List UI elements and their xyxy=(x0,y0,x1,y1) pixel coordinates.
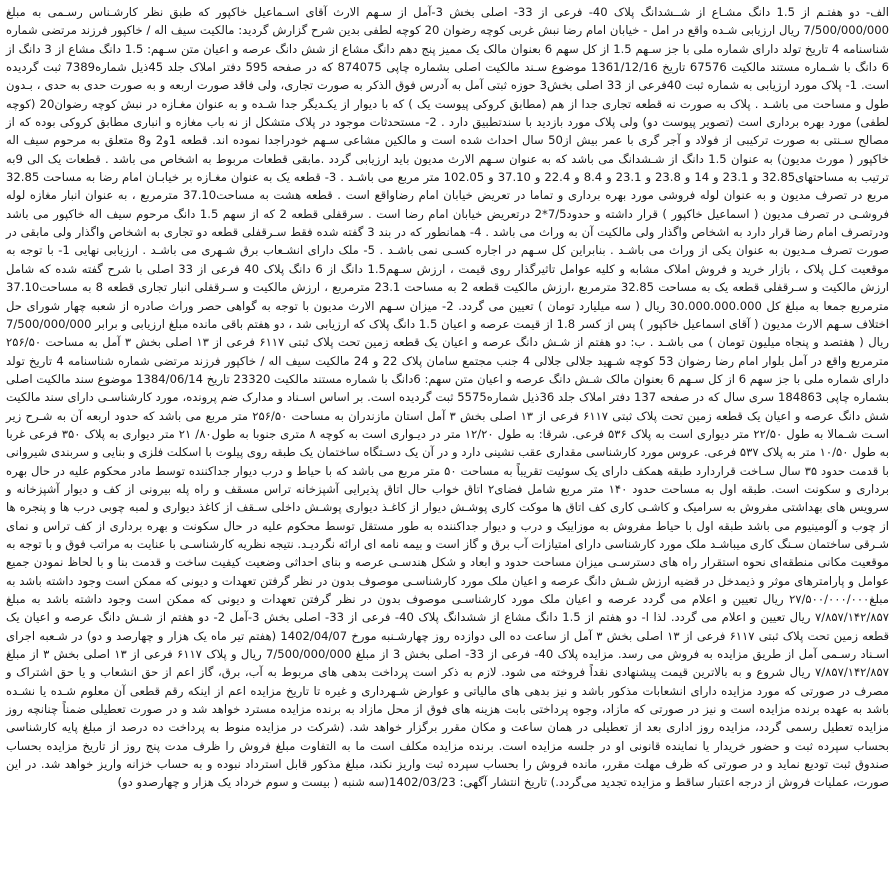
notice-body-text: الف- دو هفتـم از 1.5 دانگ مشـاع از شــشدانگ پلاک 40- فرعی از 33- اصلی بخش 3-آمل از سـهم الارث آقای اسـماعیل خاکپور که طبق نظر کارشـناس رسـمی به مبلغ 7/500/000/000 ریال ارزیابی شـده واقع در امل - خیابان امام رضا نبش غربی کوچه رضوان 20 کوچه لطفی بدین شرح گزارش گردید: مالکیت سیف اله / خاکپور فرزند مرتضی شماره شناسنامه 4 تاریخ تولد دارای شماره ملی با جز سـهم 1.5 از کل سهم 6 بعنوان مالک یک ممیز پنج دهم دانگ مشاع از شش دانگ عرصه و اعیان متن سـهم: 1.5 دانگ مشاع از 3 دانگ از 6 دانگ با شـماره مستند مالکیت 67576 تاریخ 1361/12/16 موضوع سـند مالکیت اصلی بشماره چاپی 874075 که در صفحه 595 دفتر املاک جلد 45ذیل شماره7389 ثبت گردیده است. 1- پلاک مورد ارزیابی به شماره ثبت 40فرعی از 33 اصلی بخش3 حوزه ثبتی آمل به آدرس فوق الذکر به صورت تجاری، ولی فاقد صورت اربعه و به صورت حدی به حدی ، بـدون طول و مساحت می باشـد . پلاک به صورت نه قطعه تجاری جدا از هم (مطابق کروکی پیوست یک ) که با دیوار از یکـدیگر جدا شـده و به عنوان مغـازه در نبش کوچه رضوان20 (کوچه لطفی) مورد بهره برداری است (تصویر پیوست دو) ولی پلاک مورد بازدید با سندتطبیق دارد . 2- مستحدثات موجود در پلاک متشکل از نه باب مغازه و انباری مطابق کروکی بوده که از مصالح سـنتی به صورت ترکیبی از فولاد و آجر گری با عمر بیش از50 سال احداث شده است و مالکین مشاعی سـهم خودراجدا نموده اند. قطعه 1و2 و8 متعلق به مرحوم سیف اله خاکپور ( مورث مدیون) به عنوان 1.5 دانگ از شـشدانگ می باشد که به عنوان سـهم الارث مدیون باید ارزیابی گردد .مابقی قطعات مربوط به اشخاص می باشد . قطعات یک الی 9به ترتیب به مساحتهای32.85 و 23.1 و 14 و 23.8 و 23.1 و 8.4 و 22.4 و 37.10 و 102.05 متر مربع می باشـد . 3- قطعه یک به عنوان مغـازه بر خیابـان امام رضا به مساحت 32.85 مربع در تصرف مدیون و به عنوان لوله فروشی مورد بهره برداری و تماما در تعریض خیابان امام رضاواقع است . قطعه هشت به مساحت37.10 مترمربع ، به عنوان انبار مغازه لوله فروشـی در تصرف مدیون ( اسماعیل خاکپور ) قرار داشته و حدود7/5*2 درتعریض خیابان امام رضا است . سرقفلی قطعه 2 که از سهم 1.5 دانگ مرحوم سیف اله خاکپور می باشد ودرتصرف امام رضا قرار دارد به اشخاص واگذار ولی مالکیت آن به وراث می باشد . 4- همانطور که در بند 3 گفته شده فقط سـرقفلی قطعه دو تجاری به اشخاص واگذار ولی مابقی در صورت تصرف مـدیون به عنوان یکی از وراث می باشـد . بنابراین کل سـهم در اجاره کسـی نمی باشـد . 5- ملک دارای انشـعاب برق شـهری می باشـد . ارزیابی نهایی 1- با توجه به موقعیت کـل پلاک ، بازار خرید و فروش املاک مشابه و کلیه عوامل تاثیرگذار روی قیمت ، ارزش سـهم1.5 دانگ از 6 دانگ پلاک 40 فرعی از 33 اصلی با شرح گفته شده که شامل ارزش مالکیت و سـرقفلی قطعه یک به مساحت 32.85 مترمربع ،ارزش مالکیت قطعه 2 به مساحت 23.1 مترمربع ، ارزش مالکیت و سـرقفلی انبار تجاری قطعه 8 به مساحت37.10 مترمربع جمعا به مبلغ کل 30.000.000.000 ریال ( سه میلیارد تومان ) تعیین می گردد. 2- میزان سـهم الارث مدیون با توجه به گواهی حصر وراث صادره از شعبه چهار شورای حل اختلاف سـهم الارث مدیون ( آقای اسماعیل خاکپور ) پس از کسر 1.8 از قیمت عرصه و اعیان 1.5 دانگ پلاک که ارزیابی شد ، دو هفتم باقی مانده مبلغ ارزیابی و برابر 7/500/000/000 ریال ( هفتصد و پنجاه میلیون تومان ) می باشـد . ب: دو هفتم از شـش دانگ عرصه و اعیان یک قطعه زمین تحت پلاک ثبتی ۶۱۱۷ فرعی از ۱۳ اصلی بخش ۳ آمل به مساحت ۲۵۶/۵۰ مترمربع واقع در آمل بلوار امام رضا رضوان 53 کوچه شـهید جلالی جلالی 4 جنب مجتمع سامان پلاک 22 و 24 مالکیت سیف اله / خاکپور فرزند مرتضی شماره شناسنامه 4 تاریخ تولد دارای شماره ملی با جز سهم 6 از کل سـهم 6 بعنوان مالک شـش دانگ عرصه و اعیان متن سهم: 6دانگ با شماره مستند مالکیت 23320 تاریخ 1384/06/14 موضوع سند مالکیت اصلی بشماره چاپی 184863 سری سال که در صفحه 137 دفتر املاک جلد 36ذیل شماره5575 ثبت گردیده است. بر اساس اسـناد و مدارک ضم پرونده، مورد کارشناسـی دارای سند مالکیت شش دانگ عرصه و اعیان یک قطعه زمین تحت پلاک ثبتی ۶۱۱۷ فرعی از ۱۳ اصلی بخش ۳ آمل استان مازندران به مساحت ۲۵۶/۵۰ متر مربع می باشد که حدود اربعه آن به شـرح زیر اسـت شـمالا به طول ۲۲/۵۰ متر دیواری است به پلاک ۵۳۶ فرعی. شرقا: به طول ۱۲/۲۰ متر در دیـواری است به کوچه ۸ متری جنوبا به طول۸۰/ ۲۱ متر دیواری به پلاک ۳۵۰ فرعی غربا به طول ۱۰/۵۰ متر به پلاک ۵۳۷ فرعی. عروس مورد کارشناسی مقداری عقب نشینی دارد و در آن یک دسـتگاه ساختمان یک طبقه روی پیلوت با اسکلت فلزی و بنایی و سربندی شیروانی با قدمت حدود ۳۵ سال سـاخت قراردارد طبقه همکف دارای یک سوئیت تقریباً به مساحت ۵۰ متر مربع می باشد که با حیاط و درب دیوار جداکننده توسط مادر محکوم علیه در حال بهره برداری و سکونت است. طبقه اول به مساحت حدود ۱۴۰ متر مربع شامل فضای۲ اتاق خواب حال اتاق پذیرایی آشپزخانه تراس مسقف و راه پله بیرونی از کف و دیوار آشپزخانه و سرویس های بهداشتی مفروش به سرامیک و کاشـی کاری کف اتاق ها موکت کاری پوشـش دیوار از کاغـذ دیواری پوشـش داخلی سـقف از کاغذ دیواری و لمبه چوبی درب ها و پنجره ها از چوب و آلومینیوم می باشد طبقه اول با حیاط مفروش به موزاییک و درب و دیوار جداکننده به طور مستقل توسط محکوم علیه در حال سکونت و بهره برداری از کف تراس و نمای شـرقی ساختمان سـنگ کاری میباشـد ملک مورد کارشناسی دارای امتیازات آب برق و گاز است و بیمه نامه ای ارائه نگردیـد. نتیجه نظریه کارشناسـی با عنایت به مراتب فوق و با توجه به موقعیت مکانی منطقه‌ای نحوه استقرار راه های دسترسـی میزان مساحت حدود و ابعاد و شکل هندسـی عرصه و بنای احداثی وضعیت کیفیت ساخت و قدمت بنا و با لحاظ نمودن جمیع عوامل و پارامترهای موثر و ذیمدخل در قضیه ارزش شـش دانگ عرصه و اعیان ملک مورد کارشناسـی موصوف بدون در نظر گرفتن تعهدات و دیونی که ممکن است وجود داشته باشد به مبلغ۲۷/۵۰۰/۰۰۰/۰۰۰ ریال تعیین و اعلام می گردد عرصه و اعیان ملک مورد کارشناسـی موصوف بدون در نظر گرفتن تعهدات و دیونی که ممکن است وجود داشته باشد به مبلغ ۷/۸۵۷/۱۴۲/۸۵۷ ریال تعیین و اعلام می گردد. لذا ا- دو هفتم از 1.5 دانگ مشاع از ششدانگ پلاک 40- فرعی از 33- اصلی بخش 3-آمل 2- دو هفتم از شـش دانگ عرصه و اعیان یک قطعه زمین تحت پلاک ثبتی ۶۱۱۷ فرعی از ۱۳ اصلی بخش ۳ آمل از ساعت ده الی دوازده روز چهارشـنبه مورخ 1402/04/07 (هفتم تیر ماه یک هزار و چهارصد و دو) در شـعبه اجرای اسـناد رسـمی آمل از طریق مزایده به فروش می رسد. مزایده پلاک 40- فرعی از 33- اصلی بخش 3 از مبلغ 7/500/000/000 ریال و پلاک ۶۱۱۷ فرعی از ۱۳ اصلی بخش ۳ از مبلغ ۷/۸۵۷/۱۴۲/۸۵۷ ریال شروع و به بالاترین قیمت پیشنهادی نقداً فروخته می شود. لازم به ذکر است پرداخت بدهی های مربوط به آب، برق، گاز اعم از حق انشعاب و یا حق اشتراک و مصرف در صورتی که مورد مزایده دارای انشعابات مذکور باشد و نیز بدهی های مالیاتی و عوارض شـهرداری و غیره تا تاریخ مزایده اعم از اینکه رقم قطعی آن معلوم شـده یا نشـده باشد به عهده برنده مزایده است و نیز در صورتی که مازاد، وجوه پرداختی بابت هزینه های فوق از محل مازاد به برنده مزایده مسترد خواهد شد و در صورت تعطیلی ضمناً چنانچه روز مزایده تعطیل رسمی گردد، مزایده روز اداری بعد از تعطیلی در همان ساعت و مکان مقرر برگزار خواهد شد. (شرکت در مزایده منوط به پرداخت ده درصد از مبلغ پایه کارشناسی بحساب سپرده ثبت و حضور خریدار یا نماینده قانونی او در جلسه مزایده است. برنده مزایده مکلف است ما به التفاوت مبلغ فروش را ظرف مدت پنج روز از تاریخ مزایده بحساب صندوق ثبت تودیع نماید و در صورتی که ظرف مهلت مقرر، مانده فروش را بحساب سپرده ثبت واریز نکند، مبلغ مذکور قابل استرداد نبوده و به حساب خزانه واریز خواهد شد. در این صورت، عملیات فروش از درجه اعتبار ساقط و مزایده تجدید می‌گردد.) تاریخ انتشار آگهی: 1402/03/23(سه شنبه ( بیست و سوم خرداد یک هزار و چهارصدو دو) xyxy=(6,5,890,790)
